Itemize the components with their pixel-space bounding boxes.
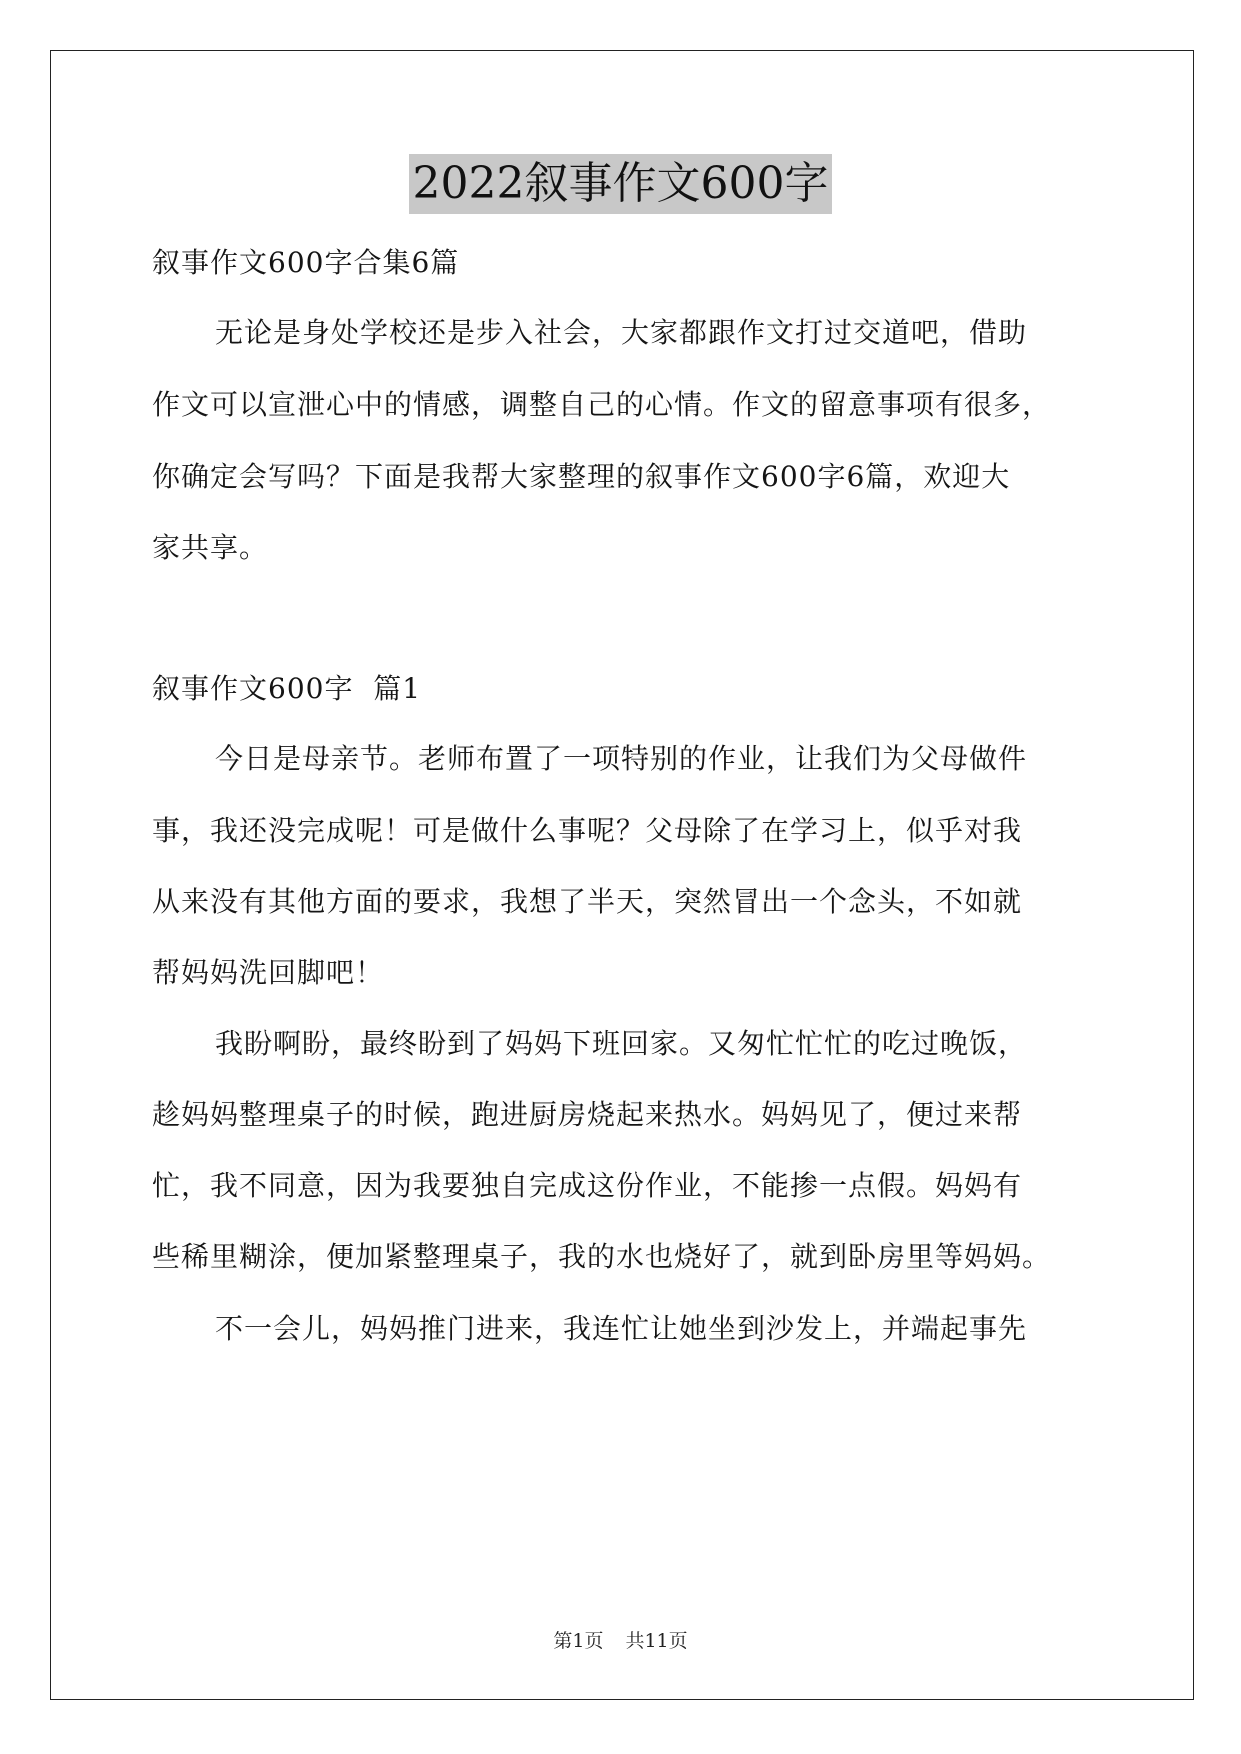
body-line: 些稀里糊涂，便加紧整理桌子，我的水也烧好了，就到卧房里等妈妈。	[152, 1240, 1052, 1273]
page-total: 共11页	[625, 1630, 688, 1652]
intro-line: 家共享。	[152, 531, 269, 564]
body-line: 趁妈妈整理桌子的时候，跑进厨房烧起来热水。妈妈见了，便过来帮	[152, 1098, 1023, 1131]
intro-line: 无论是身处学校还是步入社会，大家都跟作文打过交道吧，借助	[215, 316, 1028, 349]
body-line: 我盼啊盼，最终盼到了妈妈下班回家。又匆忙忙忙的吃过晚饭，	[215, 1027, 1028, 1060]
page-border	[50, 50, 1194, 1700]
body-line: 从来没有其他方面的要求，我想了半天，突然冒出一个念头，不如就	[152, 885, 1023, 918]
body-line: 帮妈妈洗回脚吧！	[152, 956, 385, 989]
page-footer	[0, 1628, 1241, 1654]
title-container	[0, 154, 1241, 214]
section-heading: 叙事作文600字 篇1	[152, 672, 422, 705]
document-title: 2022叙事作文600字	[409, 154, 833, 214]
body-line: 事，我还没完成呢！可是做什么事呢？父母除了在学习上，似乎对我	[152, 814, 1023, 847]
document-subtitle: 叙事作文600字合集6篇	[152, 246, 460, 279]
body-line: 今日是母亲节。老师布置了一项特别的作业，让我们为父母做件	[215, 742, 1028, 775]
page-number: 第1页	[553, 1630, 604, 1652]
body-line: 不一会儿，妈妈推门进来，我连忙让她坐到沙发上，并端起事先	[215, 1312, 1028, 1345]
body-line: 忙，我不同意，因为我要独自完成这份作业，不能掺一点假。妈妈有	[152, 1169, 1023, 1202]
intro-line: 作文可以宣泄心中的情感，调整自己的心情。作文的留意事项有很多，	[152, 388, 1052, 421]
intro-line: 你确定会写吗？下面是我帮大家整理的叙事作文600字6篇，欢迎大	[152, 460, 1011, 493]
